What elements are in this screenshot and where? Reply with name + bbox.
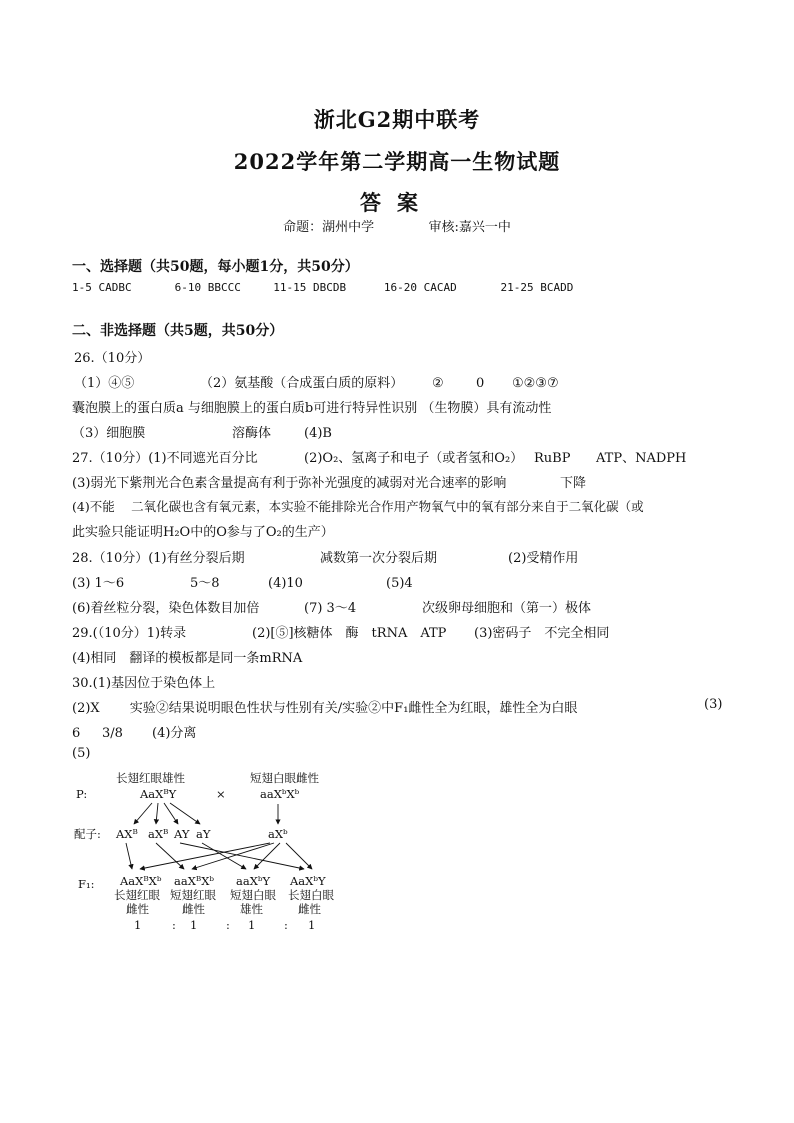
answer-part: 5～8 <box>190 576 220 591</box>
mc-range: 1-5 <box>72 281 92 294</box>
answer-part: 下降 <box>560 476 587 491</box>
exam-title: 浙北G2期中联考 <box>313 107 481 132</box>
offspring-genotype: AaXᴮXᵇ <box>120 874 162 888</box>
arrow <box>134 803 152 824</box>
gamete: AXᴮ <box>116 827 138 841</box>
authors-line <box>0 216 794 235</box>
answer-part: 29.(（10分）1)转录 <box>72 626 187 641</box>
answer-part: 次级卵母细胞和（第一）极体 <box>422 601 592 616</box>
q27-line4: 此实验只能证明H₂O中的O参与了O₂的生产） <box>72 525 334 540</box>
answer-part: ATP、NADPH <box>596 451 687 466</box>
answer-part: （3）细胞膜 <box>72 426 146 441</box>
offspring-ratio: 1 <box>308 918 316 932</box>
mc-value: BCADD <box>540 281 574 294</box>
offspring-ratio: 1 <box>248 918 256 932</box>
parent-to-gamete-arrows <box>134 803 278 824</box>
offspring-phenotype: 短翅红眼 <box>170 888 216 902</box>
arrow <box>286 843 312 869</box>
mc-answer-group <box>501 281 574 294</box>
offspring-ratio: 1 <box>190 918 198 932</box>
arrow <box>156 803 158 824</box>
answer-part: 0 <box>476 376 485 391</box>
answer-part: (3) 1～6 <box>72 576 125 591</box>
ratio-colon: : <box>226 918 230 932</box>
mc-answer-group <box>175 281 267 294</box>
offspring-genotype: aaXᴮXᵇ <box>174 874 215 888</box>
answer-part: 27.（10分）(1)不同遮光百分比 <box>72 451 258 466</box>
gamete: aY <box>196 827 211 841</box>
arrow <box>254 843 280 869</box>
q29-line2: (4)相同 翻译的模板都是同一条mRNA <box>72 651 303 666</box>
answer-part: (3)弱光下紫荆光合色素含量提高有利于弥补光强度的减弱对光合速率的影响 <box>72 476 507 491</box>
mc-range: 6-10 <box>174 281 202 294</box>
genetic-cross-diagram <box>72 766 372 941</box>
offspring-sex: 雄性 <box>240 902 263 916</box>
mc-value: DBCDB <box>313 281 347 294</box>
q27-line2 <box>72 472 586 491</box>
answer-part: (2)受精作用 <box>508 551 579 566</box>
arrow <box>170 803 200 824</box>
mc-answer-group <box>384 281 494 294</box>
offspring-genotype: AaXᵇY <box>290 874 326 888</box>
answer-part: （2）氨基酸（合成蛋白质的原料） <box>200 376 404 391</box>
answer-part: (4)分离 <box>152 726 197 741</box>
q30-line3 <box>72 722 196 741</box>
gamete: AY <box>174 827 190 841</box>
arrow <box>126 843 132 869</box>
offspring-sex: 雌性 <box>182 902 205 916</box>
gamete-to-offspring-arrows <box>126 843 312 869</box>
arrow <box>164 803 178 824</box>
answer-part: 6 <box>72 726 81 741</box>
answer-part: 28.（10分）(1)有丝分裂后期 <box>72 551 245 566</box>
q28-line1 <box>72 547 578 566</box>
offspring-phenotype: 长翅红眼 <box>114 888 160 902</box>
gamete: aXᵇ <box>268 827 288 841</box>
answer-part: ② <box>432 376 444 391</box>
mc-answer-group <box>72 281 168 294</box>
cross-symbol: × <box>216 787 226 801</box>
answer-part: 3/8 <box>102 726 123 741</box>
q27-line1 <box>72 447 686 466</box>
arrow <box>202 843 246 869</box>
parental-label: P: <box>76 787 88 801</box>
answer-part: (4)B <box>304 426 332 441</box>
mc-value: CADBC <box>98 281 132 294</box>
q30-part5-label: (5) <box>72 746 91 761</box>
section2-heading: 二、非选择题（共5题，共50分） <box>72 323 284 339</box>
q26-line1 <box>74 372 559 391</box>
q26-line2: 囊泡膜上的蛋白质a 与细胞膜上的蛋白质b可进行特异性识别 （生物膜）具有流动性 <box>72 401 552 416</box>
answer-part: RuBP <box>534 451 571 466</box>
answer-part: (2)[⑤]核糖体 酶 tRNA ATP <box>252 626 447 641</box>
mc-range: 11-15 <box>273 281 307 294</box>
ratio-colon: : <box>172 918 176 932</box>
parent2-phenotype: 短翅白眼雌性 <box>250 771 319 785</box>
offspring-phenotype: 短翅白眼 <box>230 888 276 902</box>
q28-line2 <box>72 572 413 591</box>
mc-range: 21-25 <box>500 281 534 294</box>
f1-label: F₁: <box>78 877 95 891</box>
offspring-genotype: aaXᵇY <box>236 874 271 888</box>
exam-subtitle: 2022学年第二学期高一生物试题 <box>233 149 561 174</box>
parent1-genotype: AaXᴮY <box>140 787 177 801</box>
mc-answer-group <box>273 281 377 294</box>
ratio-colon: : <box>284 918 288 932</box>
q30-line1: 30.(1)基因位于染色体上 <box>72 676 216 691</box>
answer-part: (7) 3～4 <box>304 601 357 616</box>
answer-part: (4)10 <box>268 576 303 591</box>
parent1-phenotype: 长翅红眼雄性 <box>116 771 185 785</box>
mc-value: CACAD <box>423 281 457 294</box>
q26-line3 <box>72 422 332 441</box>
reviewer-text: 审核:嘉兴一中 <box>428 220 511 235</box>
author-text: 命题：湖州中学 <box>283 220 375 235</box>
offspring-sex: 雌性 <box>298 902 321 916</box>
q30-part3-label: (3) <box>704 697 723 712</box>
answer-part: 减数第一次分裂后期 <box>320 551 438 566</box>
section1-heading: 一、选择题（共50题，每小题1分，共50分） <box>72 259 359 275</box>
offspring-phenotype: 长翅白眼 <box>288 888 334 902</box>
answer-part: (6)着丝粒分裂，染色体数目加倍 <box>72 601 260 616</box>
mc-answer-row <box>72 281 573 294</box>
mc-value: BBCCC <box>207 281 241 294</box>
gamete-label: 配子: <box>74 827 101 841</box>
answer-part: (2)O₂、氢离子和电子（或者氢和O₂） <box>304 451 524 466</box>
parent2-genotype: aaXᵇXᵇ <box>260 787 300 801</box>
arrow <box>180 843 304 869</box>
answer-heading: 答案 <box>360 190 434 215</box>
q27-line3: (4)不能 二氧化碳也含有氧元素，本实验不能排除光合作用产物氧气中的氧有部分来自于二氧化碳（或 <box>72 499 644 514</box>
answer-part: (5)4 <box>386 576 413 591</box>
offspring-ratio: 1 <box>134 918 142 932</box>
answer-part: ①②③⑦ <box>512 376 559 391</box>
q26-heading: 26.（10分） <box>74 351 151 366</box>
mc-range: 16-20 <box>383 281 417 294</box>
q28-line3 <box>72 597 591 616</box>
answer-part: (3)密码子 不完全相同 <box>474 626 610 641</box>
q29-line1 <box>72 622 609 641</box>
q30-line2: (2)X 实验②结果说明眼色性状与性别有关/实验②中F₁雌性全为红眼，雄性全为白眼 <box>72 701 578 716</box>
answer-part: 溶酶体 <box>232 426 272 441</box>
offspring-sex: 雌性 <box>126 902 149 916</box>
gamete: aXᴮ <box>148 827 169 841</box>
answer-part: （1）④⑤ <box>74 376 135 391</box>
